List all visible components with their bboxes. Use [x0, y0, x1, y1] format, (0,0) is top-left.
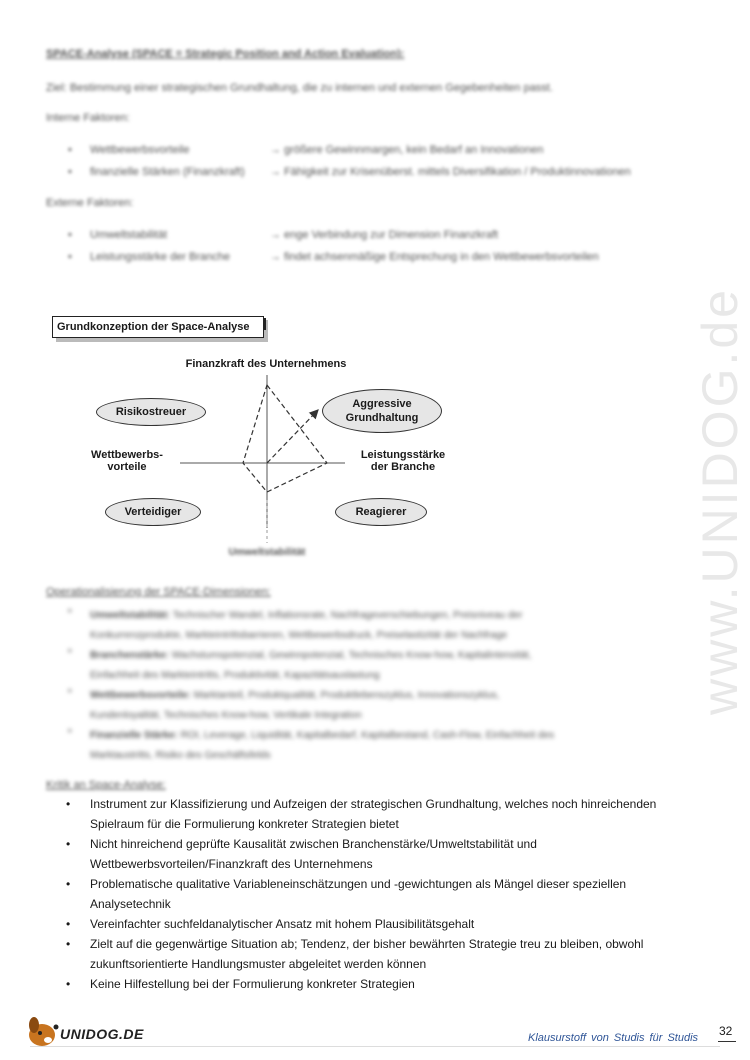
internal-heading: Interne Faktoren:: [46, 112, 130, 124]
term: Wettbewerbsvorteile:: [90, 690, 191, 701]
bullet: •: [68, 606, 72, 617]
bullet: •: [68, 646, 72, 657]
axis-right-line-1: Leistungsstärke: [360, 449, 446, 461]
diagram-title-box: Grundkonzeption der Space-Analyse: [52, 316, 264, 338]
critique-line-1: Vereinfachter suchfeldanalytischer Ansatz mit hohem Plausibilitätsgehalt: [90, 917, 475, 931]
bullet: •: [66, 917, 71, 931]
quadrant-reagierer: Reagierer: [335, 498, 427, 526]
critique-line-1: Keine Hilfestellung bei der Formulierung konkreter Strategien: [90, 977, 415, 991]
goal-text: Ziel: Bestimmung einer strategischen Grundhaltung, die zu internen und externen Gegebenheiten passt.: [46, 82, 553, 94]
quadrant-verteidiger: Verteidiger: [105, 498, 201, 526]
term-desc-2: Marktaustritts, Risiko des Geschäftsfelds: [90, 750, 271, 761]
bullet: •: [66, 937, 71, 951]
term-desc-1: Wachstumspotenzial, Gewinnpotenzial, Technisches Know-how, Kapitalintensität,: [171, 650, 532, 661]
bullet: •: [68, 251, 72, 263]
quadrant-aggressive-line-1: Aggressive: [352, 398, 412, 410]
quadrant-aggressive: [322, 389, 442, 433]
term-desc-2: Einfachheit des Markteintritts, Produktivität, Kapazitätsauslastung: [90, 670, 380, 681]
list-item: [66, 835, 706, 874]
bullet: •: [68, 726, 72, 737]
critique-heading: Kritik an Space-Analyse:: [46, 779, 166, 791]
list-item-right: → enge Verbindung zur Dimension Finanzkraft: [270, 229, 499, 241]
logo-text: UNIDOG.DE: [60, 1026, 144, 1042]
list-item-left: Umweltstabilität: [90, 229, 168, 241]
list-item: [66, 795, 706, 834]
axis-left-line-1: Wettbewerbs-: [91, 449, 163, 461]
term-desc-1: ROI, Leverage, Liquidität, Kapitalbedarf, Kapitalbestand, Cash-Flow, Einfachheit des: [180, 730, 555, 741]
bullet: •: [68, 144, 72, 156]
term-desc-2: Konkurrenzprodukte, Markteintrittsbarrieren, Wettbewerbsdruck, Preiselastizität der Nachfrage: [90, 630, 508, 641]
term: Umweltstabilität:: [90, 610, 171, 621]
critique-line-2: Analysetechnik: [90, 896, 171, 911]
bullet: •: [66, 797, 71, 811]
list-item: [66, 935, 706, 974]
space-polygon: [243, 385, 327, 492]
axis-left-line-2: vorteile: [107, 461, 147, 473]
footer-text: Klausurstoff von Studis für Studis: [528, 1032, 699, 1044]
list-item: [66, 975, 706, 995]
term-desc-2: Kundenloyalität, Technisches Know-how, Vertikale Integration: [90, 710, 362, 721]
bullet: •: [66, 837, 71, 851]
watermark: www.UNIDOG.de: [692, 287, 748, 715]
critique-line-1: Instrument zur Klassifizierung und Aufzeigen der strategischen Grundhaltung, welches noch hinreichenden: [90, 797, 657, 811]
section-title-space: SPACE-Analyse (SPACE = Strategic Position and Action Evaluation):: [46, 48, 405, 60]
bullet: •: [66, 877, 71, 891]
list-item: [66, 915, 706, 935]
axis-right-line-2: der Branche: [370, 461, 436, 473]
critique-line-2: zukunftsorientierte Handlungsmuster abgeleitet werden können: [90, 956, 427, 971]
term-desc-1: Technischer Wandel, Inflationsrate, Nachfrageverschiebungen, Preisniveau der: [172, 610, 523, 621]
list-item-right: → größere Gewinnmargen, kein Bedarf an Innovationen: [270, 144, 544, 156]
critique-line-1: Zielt auf die gegenwärtige Situation ab; Tendenz, der bisher bewährten Strategie treu zu bleiben, obwohl: [90, 937, 644, 951]
list-item-right: → Fähigkeit zur Krisenüberst. mittels Diversifikation / Produktinnovationen: [270, 166, 631, 178]
list-item-left: Leistungsstärke der Branche: [90, 251, 231, 263]
axis-bottom-label: Umweltstabilität: [228, 547, 306, 558]
bullet: •: [68, 229, 72, 241]
term: Finanzielle Stärke:: [90, 730, 178, 741]
term-desc-1: Marktanteil, Produktqualität, Produktlebenszyklus, Innovationszyklus,: [193, 690, 500, 701]
critique-line-1: Nicht hinreichend geprüfte Kausalität zwischen Branchenstärke/Umweltstabilität und: [90, 837, 537, 851]
term: Branchenstärke:: [90, 650, 169, 661]
list-item: [66, 875, 706, 914]
list-item-left: finanzielle Stärken (Finanzkraft): [90, 166, 245, 178]
page-number: 32: [719, 1024, 733, 1038]
quadrant-aggressive-line-2: Grundhaltung: [345, 412, 419, 424]
critique-line-2: Wettbewerbsvorteilen/Finanzkraft des Unternehmens: [90, 856, 373, 871]
quadrant-risikostreuer: Risikostreuer: [96, 398, 206, 426]
operational-heading: Operationalisierung der SPACE-Dimensionen:: [46, 586, 271, 598]
page-number-underline: [718, 1041, 736, 1042]
list-item-right: → findet achsenmäßige Entsprechung in den Wettbewerbsvorteilen: [270, 251, 599, 263]
bullet: •: [68, 166, 72, 178]
axis-left-label: [72, 449, 182, 473]
bullet: •: [68, 686, 72, 697]
list-item-left: Wettbewerbsvorteile: [90, 144, 190, 156]
bullet: •: [66, 977, 71, 991]
axis-right-label: [348, 449, 458, 473]
critique-line-2: Spielraum für die Formulierung konkreter Strategien bietet: [90, 816, 399, 831]
external-heading: Externe Faktoren:: [46, 197, 134, 209]
critique-line-1: Problematische qualitative Variableneinschätzungen und -gewichtungen als Mängel dieser speziellen: [90, 877, 627, 891]
axis-top-label: Finanzkraft des Unternehmens: [185, 358, 347, 370]
